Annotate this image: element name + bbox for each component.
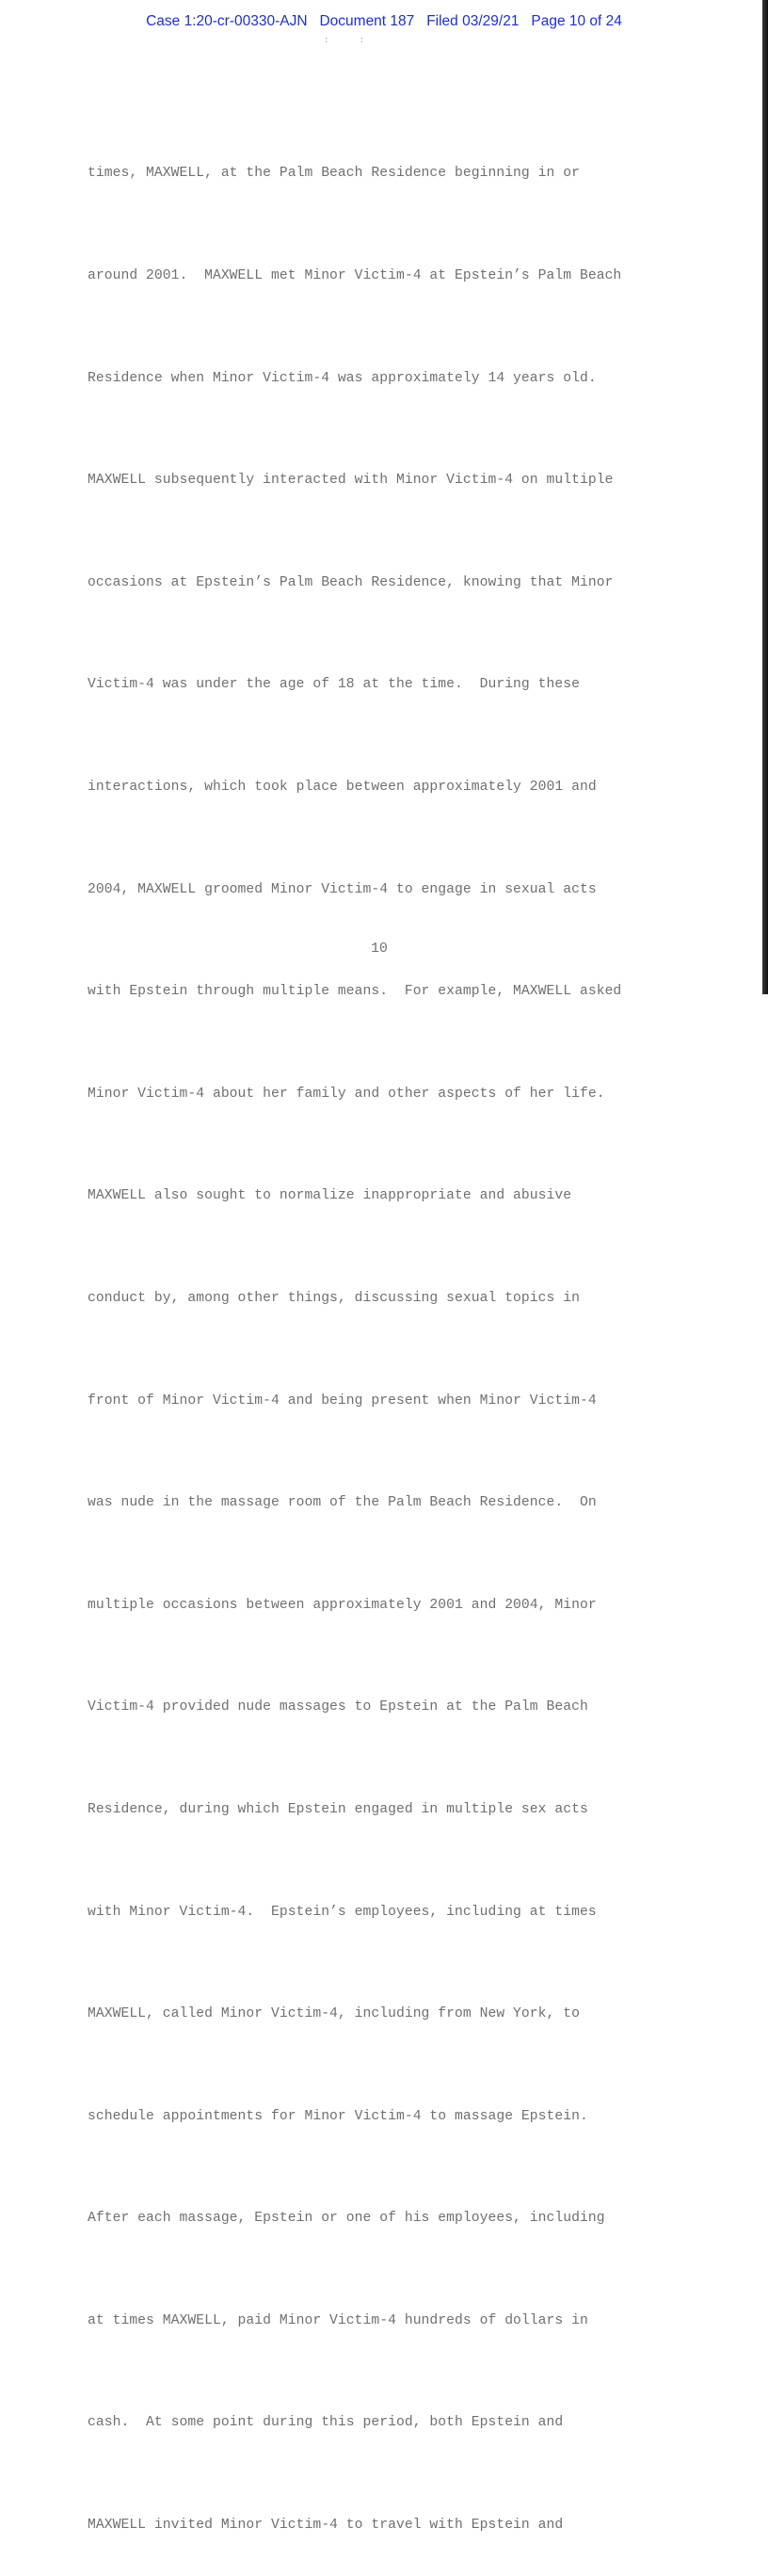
body-text <box>88 89 690 2576</box>
text-line: with Epstein through multiple means. For example, MAXWELL asked <box>88 984 622 1000</box>
filed-date: Filed 03/29/21 <box>426 13 520 29</box>
text-line: with Minor Victim-4. Epstein’s employees, including at times <box>88 1904 597 1920</box>
text-line: interactions, which took place between approximately 2001 and <box>88 779 597 795</box>
text-line: occasions at Epstein’s Palm Beach Residence, knowing that Minor <box>88 574 614 590</box>
text-line: was nude in the massage room of the Palm Beach Residence. On <box>88 1495 597 1511</box>
text-line: Victim-4 provided nude massages to Epstein at the Palm Beach <box>88 1699 588 1715</box>
text-line: times, MAXWELL, at the Palm Beach Residence beginning in or <box>88 166 580 182</box>
text-line: Victim-4 was under the age of 18 at the time. During these <box>88 677 580 693</box>
text-line: multiple occasions between approximately 2001 and 2004, Minor <box>88 1597 597 1613</box>
case-number: Case 1:20-cr-00330-AJN <box>146 13 308 29</box>
text-line: conduct by, among other things, discussing sexual topics in <box>88 1290 580 1306</box>
text-line: MAXWELL also sought to normalize inappropriate and abusive <box>88 1188 572 1204</box>
text-line: After each massage, Epstein or one of his employees, including <box>88 2211 605 2227</box>
page-number: 10 <box>371 942 388 957</box>
page-count: Page 10 of 24 <box>531 13 622 29</box>
text-line: front of Minor Victim-4 and being present when Minor Victim-4 <box>88 1393 597 1409</box>
text-line: schedule appointments for Minor Victim-4 to massage Epstein. <box>88 2108 588 2124</box>
scan-edge-border <box>762 0 768 994</box>
document-number: Document 187 <box>319 13 415 29</box>
text-line: MAXWELL, called Minor Victim-4, including from New York, to <box>88 2006 580 2022</box>
text-line: at times MAXWELL, paid Minor Victim-4 hundreds of dollars in <box>88 2312 588 2328</box>
text-line: MAXWELL invited Minor Victim-4 to travel with Epstein and <box>88 2518 564 2534</box>
text-line: cash. At some point during this period, both Epstein and <box>88 2415 564 2431</box>
text-line: Minor Victim-4 about her family and other aspects of her life. <box>88 1086 605 1102</box>
text-line: MAXWELL subsequently interacted with Minor Victim-4 on multiple <box>88 473 614 489</box>
text-line: 2004, MAXWELL groomed Minor Victim-4 to engage in sexual acts <box>88 881 597 897</box>
text-line: Residence when Minor Victim-4 was approximately 14 years old. <box>88 370 597 386</box>
ecf-header-stamp <box>0 13 768 30</box>
text-line: Residence, during which Epstein engaged in multiple sex acts <box>88 1801 588 1817</box>
scan-specks: : : <box>324 36 365 45</box>
text-line: around 2001. MAXWELL met Minor Victim-4 at Epstein’s Palm Beach <box>88 268 622 283</box>
